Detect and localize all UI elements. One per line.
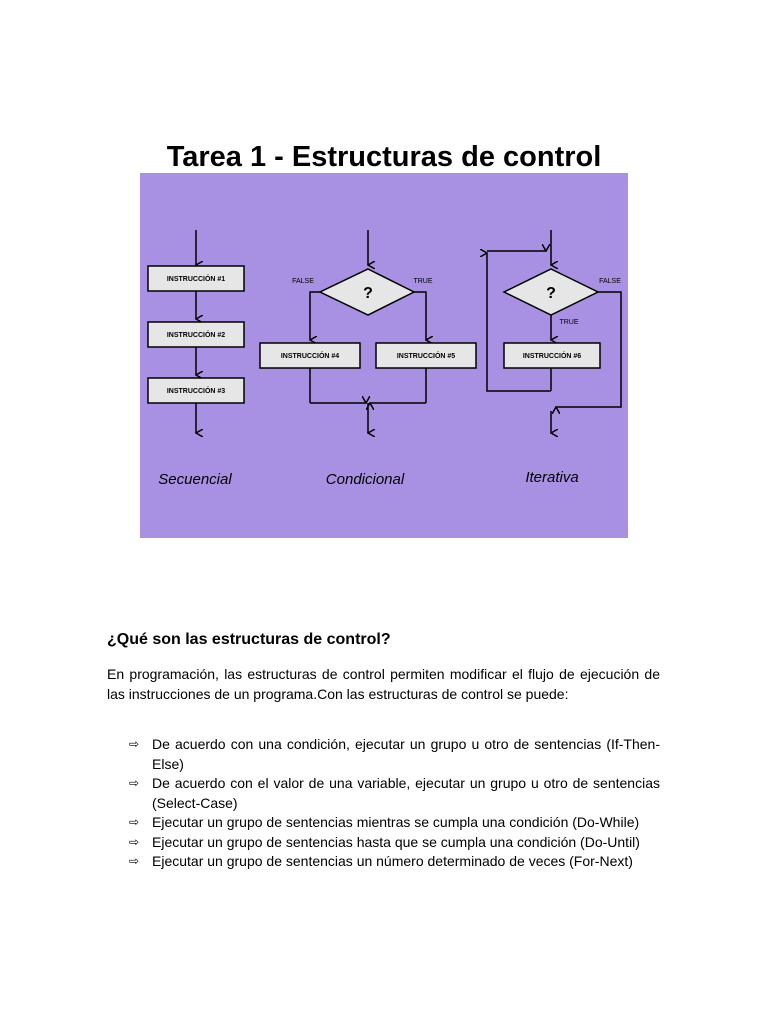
category-condicional: Condicional <box>325 471 405 488</box>
iter-true-label: TRUE <box>559 319 579 326</box>
category-secuencial: Secuencial <box>158 471 232 488</box>
list-item-text: De acuerdo con el valor de una variable, ejecutar un grupo u otro de sentencias (Select-Case) <box>152 775 660 811</box>
box-label-2: INSTRUCCIÓN #2 <box>166 332 226 339</box>
intro-paragraph: En programación, las estructuras de control permiten modificar el flujo de ejecución de las instrucciones de un programa.Con las estructuras de control se puede: <box>107 666 660 702</box>
list-item-text: Ejecutar un grupo de sentencias hasta que se cumpla una condición (Do-Until) <box>152 833 640 850</box>
iter-false-label: FALSE <box>599 278 621 285</box>
list-item <box>107 813 660 833</box>
arrow-bullet-icon: ⇨ <box>129 776 140 790</box>
box-label-4: INSTRUCCIÓN #4 <box>280 353 340 360</box>
section-heading: ¿Qué son las estructuras de control? <box>107 631 391 648</box>
cond-false-label: FALSE <box>292 278 314 285</box>
list-item-text: De acuerdo con una condición, ejecutar un grupo u otro de sentencias (If-Then-Else) <box>152 736 660 772</box>
arrow-bullet-icon: ⇨ <box>129 737 140 751</box>
box-label-3: INSTRUCCIÓN #3 <box>166 388 226 395</box>
list-item-text: Ejecutar un grupo de sentencias mientras se cumpla una condición (Do-While) <box>152 814 640 830</box>
cond-true-label: TRUE <box>413 278 433 285</box>
bullet-list <box>107 735 660 872</box>
list-item <box>107 735 660 774</box>
arrow-bullet-icon: ⇨ <box>129 815 140 829</box>
control-structures-diagram <box>140 173 628 538</box>
list-item-text: Ejecutar un grupo de sentencias un número determinado de veces (For-Next) <box>152 853 633 869</box>
category-iterativa: Iterativa <box>525 469 579 486</box>
cond-true-path <box>414 292 426 340</box>
arrow-bullet-icon: ⇨ <box>129 854 140 868</box>
box-label-6: INSTRUCCIÓN #6 <box>522 353 582 360</box>
decision-symbol-condicional: ? <box>363 285 373 302</box>
page-title: Tarea 1 - Estructuras de control <box>166 141 602 173</box>
decision-symbol-iterativa: ? <box>546 285 556 302</box>
box-label-1: INSTRUCCIÓN #1 <box>166 276 226 283</box>
cond-false-path <box>310 292 320 340</box>
arrow-bullet-icon: ⇨ <box>129 834 140 849</box>
box-label-5: INSTRUCCIÓN #5 <box>396 353 456 360</box>
list-item <box>107 833 660 853</box>
list-item <box>107 852 660 872</box>
list-item <box>107 774 660 813</box>
flowchart-svg <box>140 173 628 538</box>
